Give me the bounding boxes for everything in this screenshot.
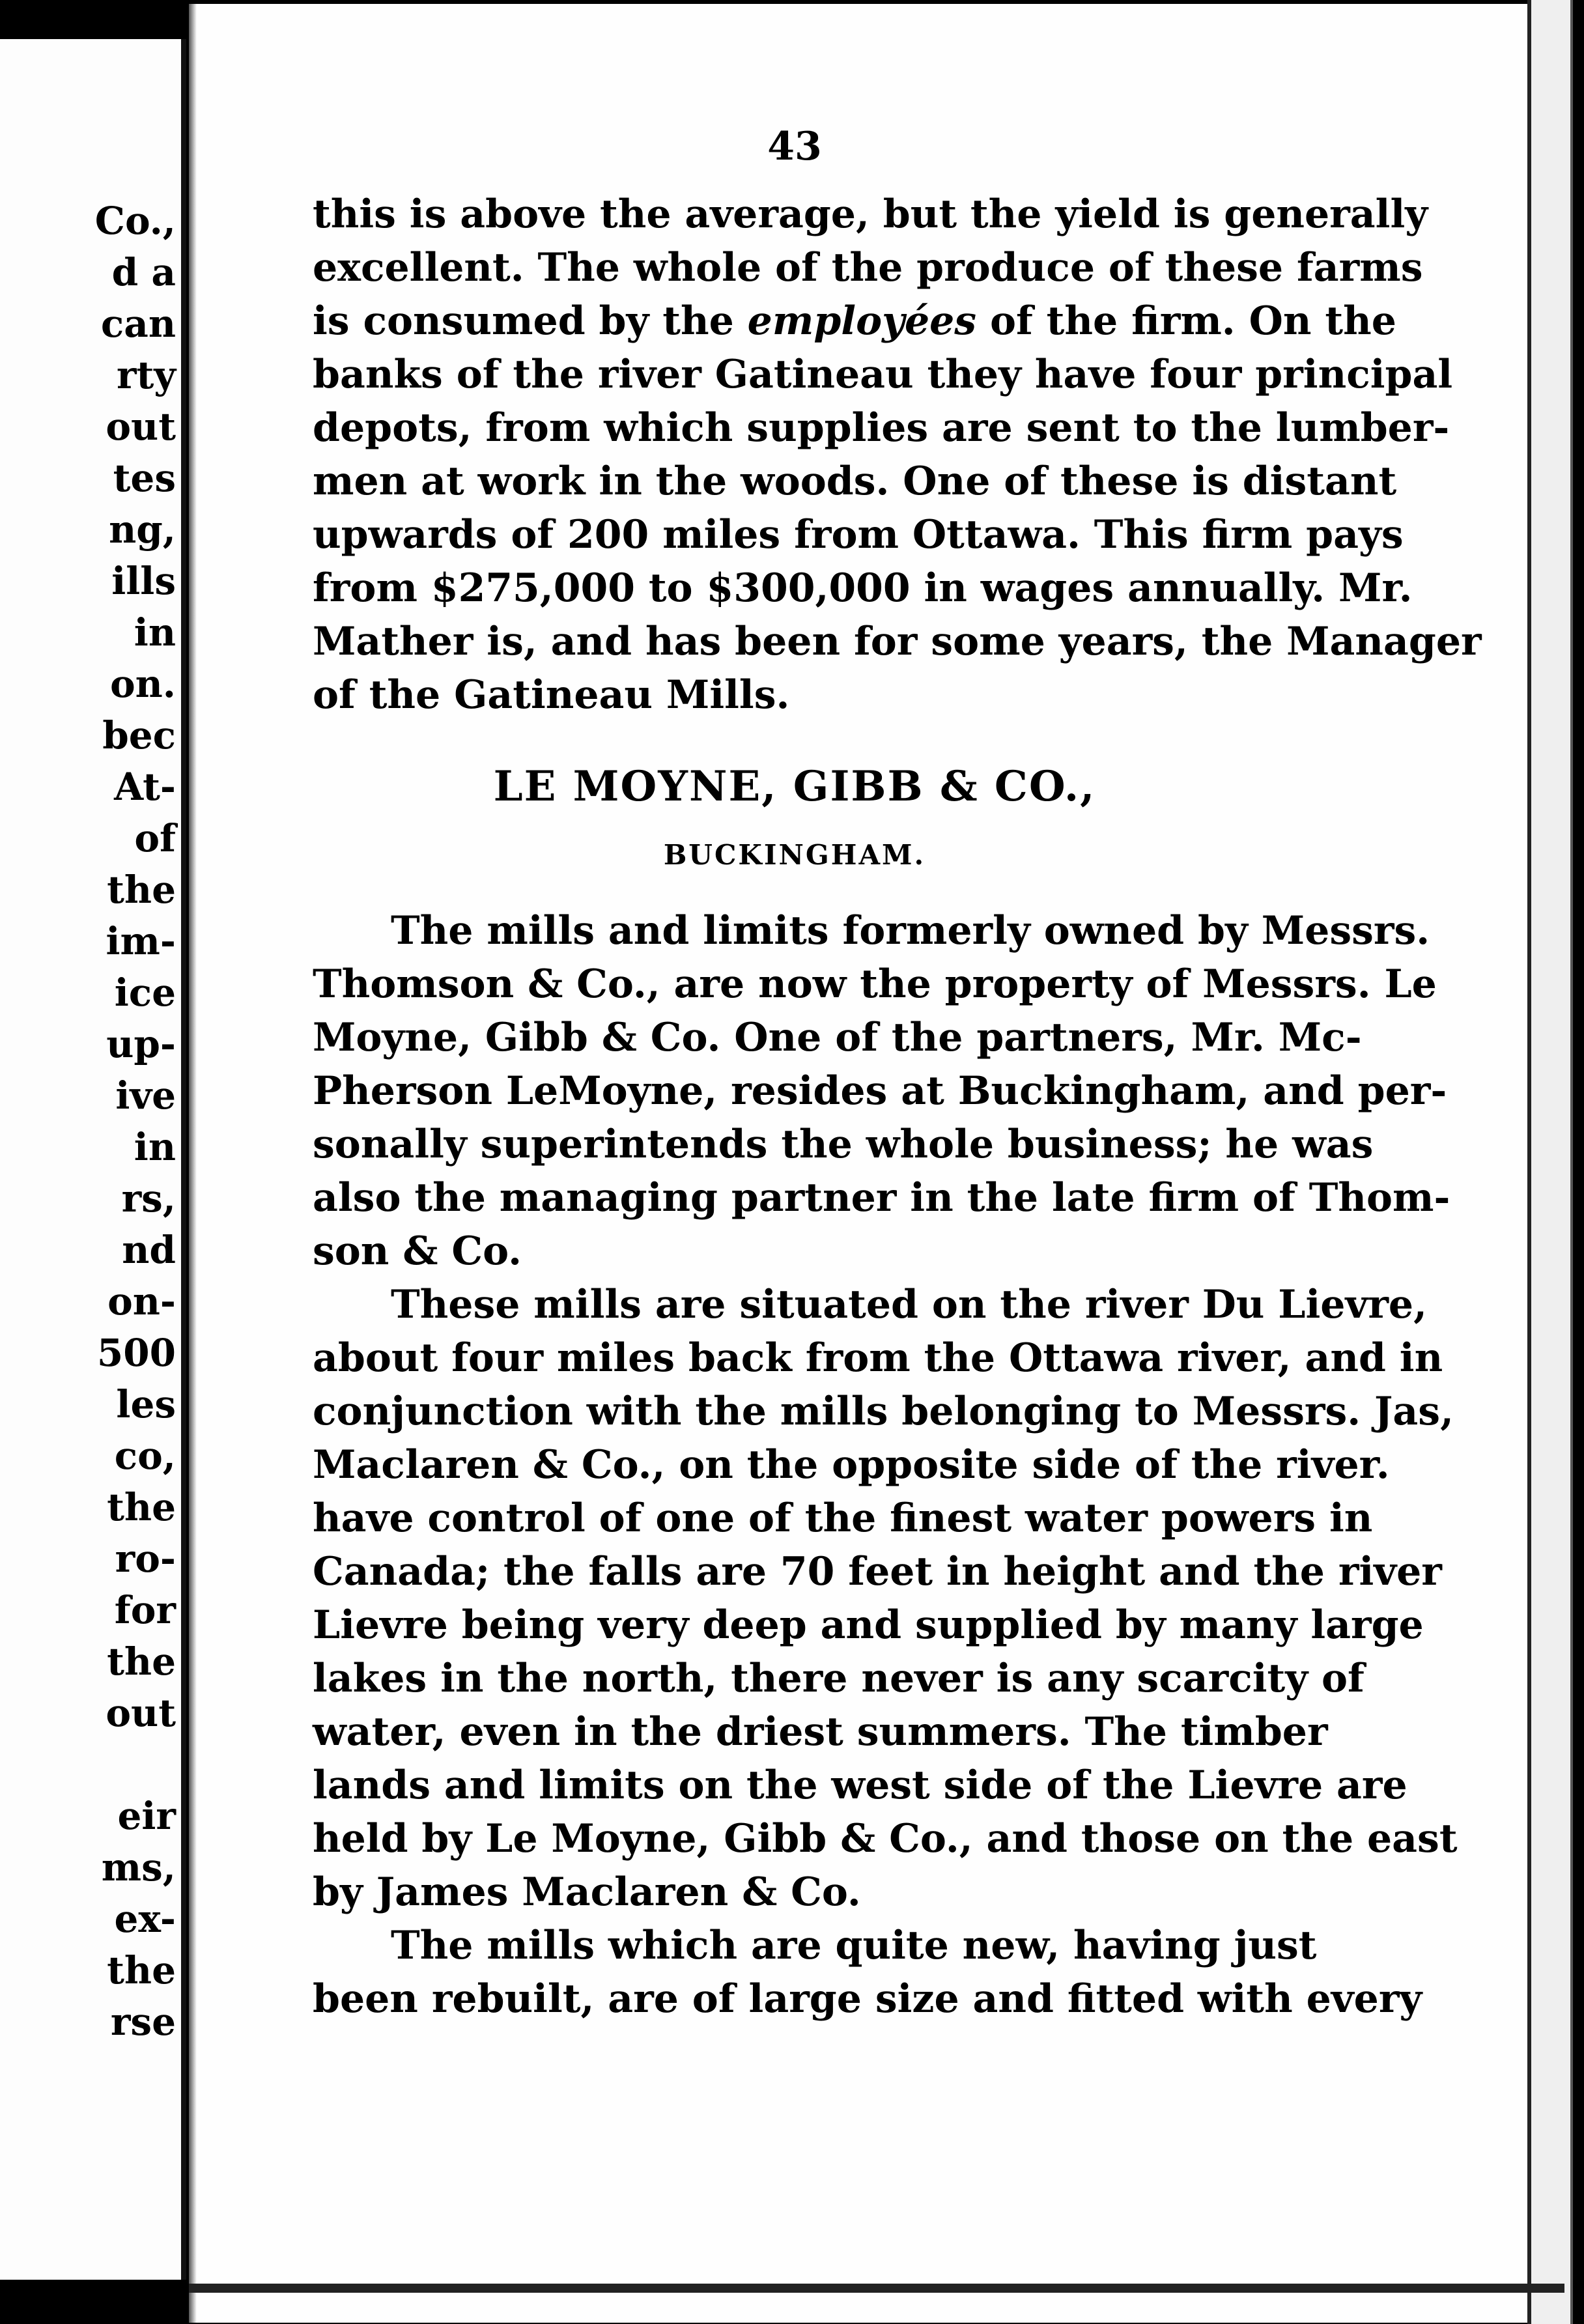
left-page-line: Co.,: [94, 199, 176, 243]
text-line: sonally superintends the whole business; he was: [313, 1122, 1374, 1167]
text-line: water, even in the driest summers. The timber: [313, 1709, 1328, 1755]
text-line: Lievre being very deep and supplied by many large: [313, 1602, 1424, 1648]
text-line: The mills which are quite new, having just: [391, 1923, 1317, 1968]
left-page-line: les: [116, 1382, 176, 1426]
text-line: These mills are situated on the river Du Lievre,: [391, 1282, 1427, 1327]
left-page-line: ive: [115, 1073, 176, 1118]
left-page-line: rty: [116, 353, 176, 397]
left-page-line: of: [134, 816, 176, 860]
left-page-line: in: [134, 1125, 176, 1169]
left-page-line: out: [106, 404, 176, 449]
left-page-line: the: [107, 1948, 176, 1992]
left-page-line: ex-: [114, 1897, 176, 1941]
page-fold-shadow: [189, 4, 197, 2323]
page-edge: [1527, 0, 1573, 2324]
text-line: by James Maclaren & Co.: [313, 1869, 861, 1915]
text-line: of the Gatineau Mills.: [313, 672, 790, 718]
left-page-line: ro-: [115, 1537, 176, 1581]
left-page-line: on.: [109, 662, 176, 706]
text-line: [313, 294, 1396, 348]
text-line: from $275,000 to $300,000 in wages annually. Mr.: [313, 565, 1413, 611]
text-line: Canada; the falls are 70 feet in height and the river: [313, 1549, 1442, 1594]
text-line: also the managing partner in the late firm of Thom-: [313, 1175, 1450, 1221]
text-line: Moyne, Gibb & Co. One of the partners, Mr. Mc-: [313, 1015, 1362, 1060]
text-line: Pherson LeMoyne, resides at Buckingham, and per-: [313, 1068, 1447, 1114]
left-page-line: bec: [102, 713, 176, 758]
text-line: Maclaren & Co., on the opposite side of the river.: [313, 1442, 1390, 1488]
text-line: this is above the average, but the yield is generally: [313, 191, 1428, 237]
left-page-line: in: [134, 610, 176, 655]
left-page-line: can: [100, 302, 176, 346]
left-page-line: [95, 1739, 176, 1791]
text-line: conjunction with the mills belonging to Messrs. Jas,: [313, 1389, 1454, 1434]
left-page-line: up-: [106, 1022, 176, 1066]
left-page-line: eir: [117, 1794, 176, 1838]
left-page-line: rse: [110, 2000, 176, 2044]
text-line: been rebuilt, are of large size and fitted with every: [313, 1976, 1422, 2022]
left-page-line: ng,: [109, 507, 176, 552]
paragraph-mills-description: [313, 1919, 1422, 2026]
left-page-line: ills: [111, 559, 176, 603]
text-line: The mills and limits formerly owned by Messrs.: [391, 908, 1430, 954]
text-line: banks of the river Gatineau they have four principal: [313, 352, 1453, 397]
text-run: of the firm. On the: [976, 298, 1396, 344]
emphasis-employees: employées: [747, 298, 977, 344]
left-page-line: ms,: [101, 1845, 176, 1890]
text-line: lands and limits on the west side of the Lievre are: [313, 1763, 1407, 1808]
text-line: upwards of 200 miles from Ottawa. This firm pays: [313, 512, 1404, 558]
left-page-line: 500: [96, 1331, 176, 1375]
left-page-line: ice: [114, 971, 176, 1015]
left-page-line: co,: [114, 1434, 176, 1478]
paragraph-mills-location: [313, 1278, 1458, 1919]
text-line: lakes in the north, there never is any scarcity of: [313, 1656, 1365, 1701]
page-number: 43: [767, 124, 822, 169]
left-page-line: At-: [114, 765, 176, 809]
left-page-line: nd: [122, 1228, 176, 1272]
left-page-line: for: [114, 1588, 176, 1632]
page-bottom-edge: [189, 2284, 1564, 2293]
left-page-line: the: [107, 1639, 176, 1684]
section-heading: LE MOYNE, GIBB & CO.,: [493, 762, 1096, 811]
left-page-fragment: [0, 39, 186, 2280]
text-run: is consumed by the: [313, 298, 748, 344]
paragraph-mills-ownership: [313, 904, 1450, 1278]
left-page-line: on-: [107, 1279, 176, 1324]
left-page-line: the: [107, 1485, 176, 1529]
left-page-line: tes: [113, 456, 176, 500]
section-subheading: BUCKINGHAM.: [663, 839, 926, 871]
left-page-line: im-: [106, 919, 176, 963]
left-page-line: out: [106, 1691, 176, 1735]
left-page-line: the: [107, 868, 176, 912]
text-line: men at work in the woods. One of these is distant: [313, 459, 1397, 504]
left-page-line: rs,: [121, 1176, 176, 1221]
left-page-line: d a: [111, 250, 176, 294]
left-page-text: [95, 195, 176, 2048]
text-line: excellent. The whole of the produce of these farms: [313, 245, 1423, 290]
page-body: [313, 188, 1482, 2026]
paragraph-gatineau: [313, 188, 1482, 722]
text-line: held by Le Moyne, Gibb & Co., and those on the east: [313, 1816, 1458, 1862]
text-line: depots, from which supplies are sent to the lumber-: [313, 405, 1450, 451]
text-line: Mather is, and has been for some years, the Manager: [313, 619, 1482, 664]
text-line: about four miles back from the Ottawa river, and in: [313, 1335, 1443, 1381]
text-line: Thomson & Co., are now the property of Messrs. Le: [313, 961, 1437, 1007]
text-line: have control of one of the finest water powers in: [313, 1495, 1373, 1541]
text-line: son & Co.: [313, 1228, 522, 1274]
